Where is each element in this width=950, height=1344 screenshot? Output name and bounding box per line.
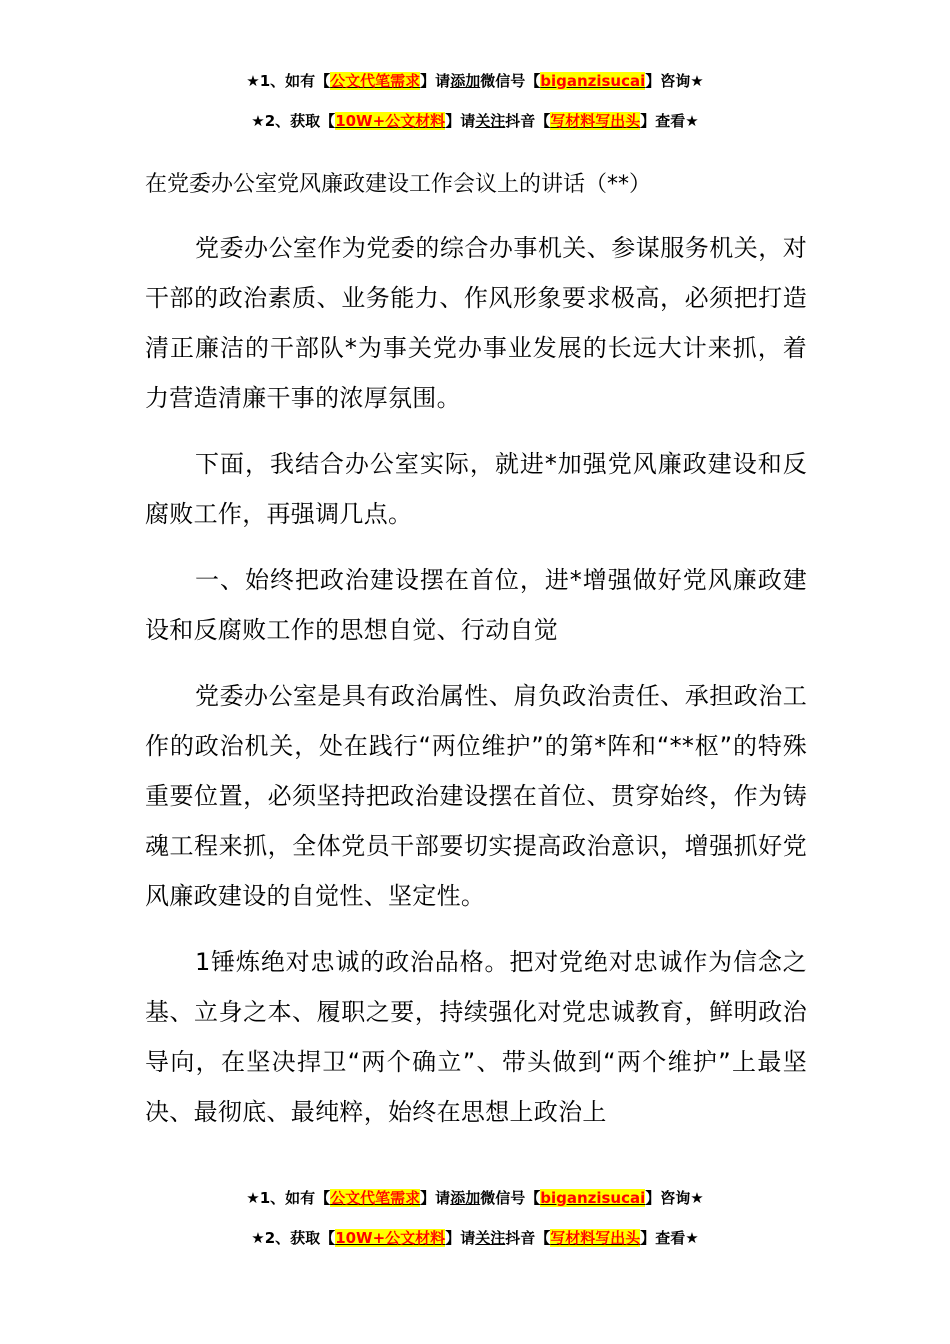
promo-highlight-materials: 10W+公文材料 xyxy=(335,112,446,130)
promo-prefix: ★2、获取【 xyxy=(251,112,336,130)
paragraph-point-1: 1锤炼绝对忠诚的政治品格。把对党绝对忠诚作为信念之基、立身之本、履职之要，持续强化对党忠诚教育，鲜明政治导向，在坚决捍卫“两个确立”、带头做到“两个维护”上最坚决、最彻底、最纯粹，始终在思想上政治上 xyxy=(145,948,807,1126)
paragraph-section-1: 党委办公室是具有政治属性、肩负政治责任、承担政治工作的政治机关，处在践行“两位维护”的第*阵和“**枢”的特殊重要位置，必须坚持把政治建设摆在首位、贯穿始终，作为铸魂工程来抓，全体党员干部要切实提高政治意识，增强抓好党风廉政建设的自觉性、坚定性。 xyxy=(145,682,807,910)
promo-suffix: 】咨询★ xyxy=(645,1189,704,1207)
promo-highlight-douyin: 写材料写出头 xyxy=(550,1229,641,1247)
promo-line-bottom-2 xyxy=(0,1228,950,1248)
promo-suffix: 】咨询★ xyxy=(645,72,704,90)
promo-suffix: 】查看★ xyxy=(640,1229,699,1247)
document-body xyxy=(145,163,807,1153)
promo-highlight-service: 公文代笔需求 xyxy=(330,72,421,90)
promo-prefix: ★2、获取【 xyxy=(251,1229,336,1247)
promo-highlight-materials: 10W+公文材料 xyxy=(335,1229,446,1247)
promo-text: 】请 xyxy=(420,1189,451,1207)
promo-text: 】请 xyxy=(445,112,476,130)
promo-text: 抖音【 xyxy=(505,112,551,130)
promo-highlight-douyin: 写材料写出头 xyxy=(550,112,641,130)
document-title: 在党委办公室党风廉政建设工作会议上的讲话（**） xyxy=(145,172,652,197)
promo-prefix: ★1、如有【 xyxy=(246,1189,331,1207)
promo-text: 】请 xyxy=(445,1229,476,1247)
promo-line-top-1 xyxy=(0,71,950,91)
promo-text: 抖音【 xyxy=(505,1229,551,1247)
promo-line-bottom-1 xyxy=(0,1188,950,1208)
promo-text: 】请 xyxy=(420,72,451,90)
promo-line-top-2 xyxy=(0,111,950,131)
promo-prefix: ★1、如有【 xyxy=(246,72,331,90)
promo-underlined-add: 添加 xyxy=(450,1189,481,1207)
promo-underlined-follow: 关注 xyxy=(475,1229,506,1247)
promo-highlight-wechat-id: biganzisucai xyxy=(540,72,646,90)
paragraph-overview: 下面，我结合办公室实际，就进*加强党风廉政建设和反腐败工作，再强调几点。 xyxy=(145,450,807,528)
promo-highlight-service: 公文代笔需求 xyxy=(330,1189,421,1207)
promo-suffix: 】查看★ xyxy=(640,112,699,130)
promo-text: 微信号【 xyxy=(480,72,541,90)
promo-highlight-wechat-id: biganzisucai xyxy=(540,1189,646,1207)
section-heading-1: 一、始终把政治建设摆在首位，进*增强做好党风廉政建设和反腐败工作的思想自觉、行动自觉 xyxy=(145,566,807,644)
promo-text: 微信号【 xyxy=(480,1189,541,1207)
promo-underlined-add: 添加 xyxy=(450,72,481,90)
paragraph-intro: 党委办公室作为党委的综合办事机关、参谋服务机关，对干部的政治素质、业务能力、作风形象要求极高，必须把打造清正廉洁的干部队*为事关党办事业发展的长远大计来抓，着力营造清廉干事的浓厚氛围。 xyxy=(145,234,807,412)
promo-underlined-follow: 关注 xyxy=(475,112,506,130)
